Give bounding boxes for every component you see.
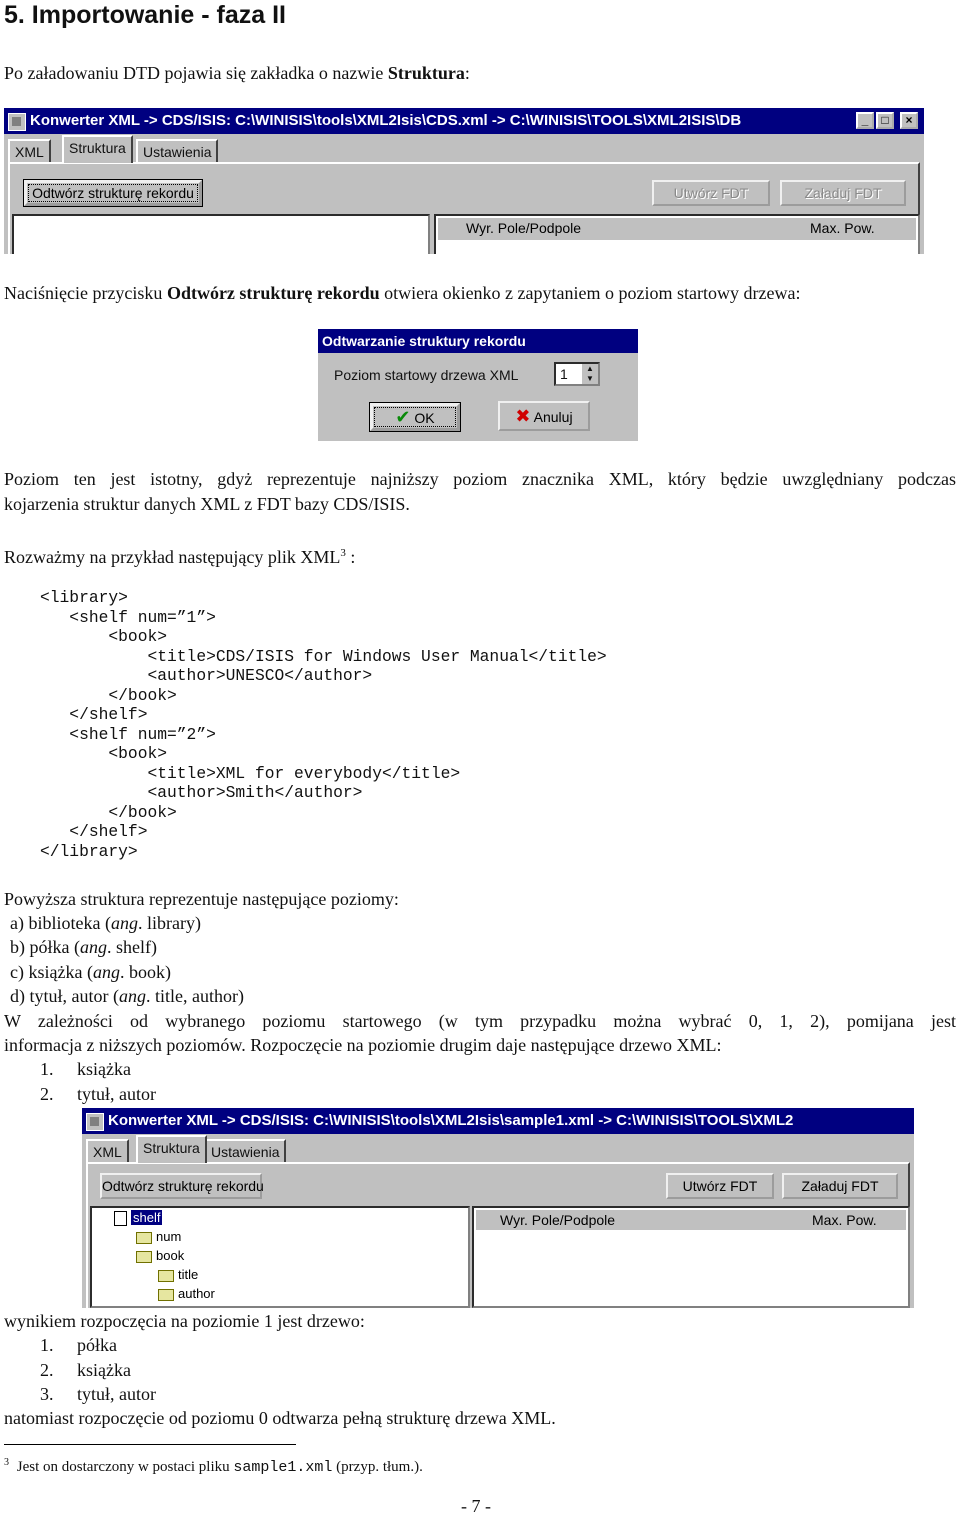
p3-line2: kojarzenia struktur danych XML z FDT bazy CDS/ISIS. — [4, 494, 410, 514]
list-text: półka — [77, 1335, 117, 1355]
list-text: książka — [77, 1360, 131, 1380]
intro-bold: Struktura — [387, 63, 465, 83]
tree-item-num[interactable] — [136, 1227, 181, 1246]
footnote-divider — [4, 1444, 296, 1445]
list-num: 3. — [40, 1384, 54, 1404]
tab-xml[interactable]: XML — [8, 139, 51, 163]
load-fdt-button[interactable]: Załaduj FDT — [782, 1173, 898, 1199]
code-line: <shelf num=”1”> — [40, 607, 216, 627]
app-icon — [86, 1113, 104, 1131]
field-list-header — [476, 1210, 906, 1230]
paragraph-4 — [4, 541, 355, 569]
close-icon[interactable]: × — [900, 112, 918, 129]
footnote — [4, 1453, 423, 1478]
list3-item — [40, 1333, 117, 1357]
p2-text-end: otwiera okienko z zapytaniem o poziom startowy drzewa: — [379, 283, 801, 303]
footnote-end: (przyp. tłum.). — [336, 1459, 423, 1475]
code-line: <library> — [40, 588, 128, 607]
start-level-spinner[interactable] — [554, 362, 600, 386]
intro-paragraph — [4, 61, 470, 85]
rebuild-dialog — [318, 329, 638, 441]
level-ang: ang — [118, 986, 146, 1006]
tree-item-book[interactable] — [136, 1246, 184, 1265]
converter-window-2 — [82, 1108, 914, 1308]
create-fdt-button[interactable]: Utwórz FDT — [666, 1173, 774, 1199]
code-line: </shelf> — [40, 705, 148, 724]
folder-icon — [158, 1270, 174, 1282]
code-line: <book> — [40, 744, 168, 763]
paragraph-2 — [4, 281, 800, 305]
title-bar — [82, 1108, 914, 1134]
code-line: </library> — [40, 841, 138, 861]
paragraph-3 — [4, 467, 956, 492]
tab-ustawienia[interactable]: Ustawienia — [204, 1139, 286, 1163]
p2-text: Naciśnięcie przycisku — [4, 283, 167, 303]
tab-struktura[interactable]: Struktura — [62, 135, 133, 163]
list-num: 1. — [40, 1335, 54, 1355]
code-line: <author>UNESCO</author> — [40, 666, 373, 685]
dialog-title: Odtwarzanie struktury rekordu — [322, 333, 526, 349]
tree-label: book — [156, 1248, 185, 1263]
page-heading: 5. Importowanie - faza II — [4, 1, 286, 29]
list-num: 2. — [40, 1360, 54, 1380]
level-ang: ang — [110, 913, 138, 933]
header-field: Wyr. Pole/Podpole — [466, 220, 582, 236]
list3-item — [40, 1382, 156, 1406]
footnote-filename: sample1.xml — [233, 1459, 333, 1476]
level-ang: ang — [92, 962, 120, 982]
code-line: <title>CDS/ISIS for Windows User Manual</title> — [40, 646, 607, 666]
converter-window-1 — [4, 108, 924, 254]
ok-label: OK — [414, 410, 435, 426]
minimize-icon[interactable]: _ — [856, 112, 874, 129]
cancel-button[interactable] — [498, 401, 590, 431]
header-max: Max. Pow. — [812, 1212, 877, 1228]
paragraph-5 — [4, 1009, 956, 1034]
list-num: 2. — [40, 1084, 54, 1104]
level-text: . title, author) — [145, 986, 244, 1006]
tab-struktura[interactable]: Struktura — [136, 1135, 207, 1163]
maximize-icon[interactable]: □ — [876, 112, 894, 129]
tab-ustawienia[interactable]: Ustawienia — [136, 139, 218, 163]
x-icon: ✖ — [515, 406, 531, 426]
list-text: tytuł, autor — [77, 1384, 156, 1404]
level-item — [10, 911, 201, 935]
levels-intro: Powyższa struktura reprezentuje następujące poziomy: — [4, 889, 399, 909]
code-line: </shelf> — [40, 822, 148, 841]
p5-line2: informacja z niższych poziomów. Rozpoczęcie na poziomie drugim daje następujące drzewo XML: — [4, 1035, 722, 1055]
rebuild-structure-button[interactable]: Odtwórz strukturę rekordu — [24, 180, 202, 206]
header-max: Max. Pow. — [810, 220, 875, 236]
p4-end: : — [345, 547, 356, 567]
list2-item — [40, 1082, 156, 1106]
tree-label: num — [156, 1229, 182, 1244]
code-line: </book> — [40, 685, 177, 705]
folder-icon — [136, 1232, 152, 1244]
tree-item-title[interactable] — [158, 1265, 198, 1284]
field-list-header — [438, 218, 916, 240]
code-line: </book> — [40, 802, 177, 822]
p4-text: Rozważmy na przykład następujący plik XML — [4, 547, 341, 567]
window-title: Konwerter XML -> CDS/ISIS: C:\WINISIS\tools\XML2Isis\CDS.xml -> C:\WINISIS\TOOLS\XML2ISIS\DB — [30, 112, 742, 129]
list3-item — [40, 1358, 131, 1382]
code-line: <title>XML for everybody</title> — [40, 763, 461, 783]
footnote-text: Jest on dostarczony w postaci pliku — [16, 1459, 230, 1475]
xml-code-block — [40, 588, 607, 861]
code-line: <shelf num=”2”> — [40, 724, 216, 744]
tree-label: title — [178, 1267, 199, 1282]
folder-icon — [136, 1251, 152, 1263]
paragraph-7: natomiast rozpoczęcie od poziomu 0 odtwarza pełną strukturę drzewa XML. — [4, 1408, 556, 1428]
paragraph-6: wynikiem rozpoczęcia na poziomie 1 jest drzewo: — [4, 1311, 365, 1331]
level-text: . book) — [119, 962, 171, 982]
app-icon — [8, 113, 26, 131]
footnote-number: 3 — [4, 1457, 9, 1468]
level-item — [10, 984, 244, 1008]
level-ang: ang — [79, 937, 107, 957]
footnote-ref: 3 — [340, 547, 346, 559]
level-text: d) tytuł, autor ( — [10, 986, 119, 1006]
rebuild-structure-button[interactable]: Odtwórz strukturę rekordu — [100, 1173, 262, 1199]
start-level-value: 1 — [560, 366, 568, 382]
level-text: . library) — [137, 913, 201, 933]
folder-icon — [158, 1289, 174, 1301]
intro-end: : — [464, 63, 470, 83]
level-text: . shelf) — [106, 937, 157, 957]
level-text: b) półka ( — [10, 937, 80, 957]
page-number: - 7 - — [461, 1496, 491, 1516]
code-line: <author>Smith</author> — [40, 783, 363, 802]
level-text: a) biblioteka ( — [10, 913, 111, 933]
list-text: książka — [77, 1059, 131, 1079]
tree-view[interactable] — [12, 214, 430, 254]
tree-label: shelf — [133, 1210, 161, 1225]
header-field: Wyr. Pole/Podpole — [500, 1212, 616, 1228]
load-fdt-button[interactable]: Załaduj FDT — [780, 180, 906, 206]
tree-view[interactable] — [90, 1206, 470, 1308]
p3-line1: Poziom ten jest istotny, gdyż reprezentuje najniższy poziom znacznika XML, który będzie uwzględniany podczas — [4, 469, 956, 489]
p2-bold: Odtwórz strukturę rekordu — [166, 283, 380, 303]
tree-label: author — [178, 1286, 215, 1301]
start-level-label: Poziom startowy drzewa XML — [334, 367, 519, 383]
create-fdt-button[interactable]: Utwórz FDT — [652, 180, 770, 206]
cancel-label: Anuluj — [533, 409, 573, 425]
code-line: <book> — [40, 627, 168, 646]
tree-item-author[interactable] — [158, 1284, 215, 1303]
tab-xml[interactable]: XML — [86, 1139, 129, 1163]
spinner-arrows-icon[interactable]: ▲ ▼ — [582, 364, 598, 384]
dialog-title-bar — [318, 329, 638, 353]
list-num: 1. — [40, 1059, 54, 1079]
ok-button[interactable] — [370, 403, 460, 431]
title-bar — [4, 108, 924, 134]
intro-text: Po załadowaniu DTD pojawia się zakładka o nazwie — [4, 63, 388, 83]
level-text: c) książka ( — [10, 962, 93, 982]
list-text: tytuł, autor — [77, 1084, 156, 1104]
tree-item-shelf[interactable] — [114, 1208, 162, 1227]
document-icon — [114, 1211, 127, 1226]
p5-line1: W zależności od wybranego poziomu startowego (w tym przypadku można wybrać 0, 1, 2), pomijana jest — [4, 1011, 956, 1031]
list2-item — [40, 1057, 131, 1081]
level-item — [10, 935, 157, 959]
check-icon: ✔ — [395, 407, 411, 427]
window-title: Konwerter XML -> CDS/ISIS: C:\WINISIS\tools\XML2Isis\sample1.xml -> C:\WINISIS\TOOLS\XML2 — [108, 1112, 794, 1129]
level-item — [10, 960, 171, 984]
